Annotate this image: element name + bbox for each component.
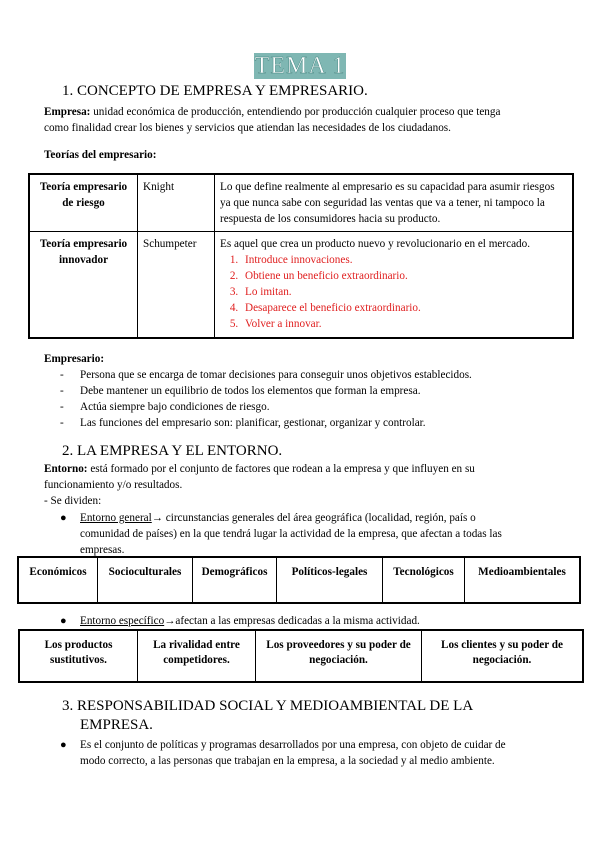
bullet-icon: ● (60, 615, 67, 627)
innovation-steps (220, 252, 567, 332)
list-item: 2. Obtiene un beneficio extraordinario. (241, 268, 567, 284)
entorno-general-text-1: → circunstancias generales del área geográfica (localidad, región, país o (151, 512, 476, 524)
list-item: 5. Volver a innovar. (241, 316, 567, 332)
empresa-definition (44, 104, 564, 136)
dividen-text: - Se dividen: (44, 495, 102, 507)
section-2-heading: 2. LA EMPRESA Y EL ENTORNO. (62, 443, 283, 459)
entorno-general-item (60, 510, 560, 558)
empresa-label: Empresa: (44, 106, 91, 118)
table-row (29, 232, 573, 338)
entorno-general-label: Entorno general (80, 512, 152, 524)
theory-description: Es aquel que crea un producto nuevo y revolucionario en el mercado. (220, 238, 531, 250)
empresa-text-1: unidad económica de producción, entendiendo por producción cualquier proceso que tenga (90, 106, 501, 118)
entorno-text-1: está formado por el conjunto de factores que rodean a la empresa y que influyen en su (87, 463, 475, 475)
tema-title: TEMA 1 (254, 53, 346, 79)
theory-description-cell (215, 232, 574, 338)
tema-title-box (254, 53, 346, 79)
empresario-list-wrap (60, 367, 560, 431)
section-3-heading-line-1: 3. RESPONSABILIDAD SOCIAL Y MEDIOAMBIENTAL DE LA (62, 698, 474, 714)
entorno-general-text-2: comunidad de países) en la que tendrá lugar la actividad de la empresa, que afectan a todas las (80, 528, 502, 540)
especifico-factor-cell: Los productos sustitutivos. (20, 631, 138, 681)
theory-description: Lo que define realmente al empresario es su capacidad para asumir riesgos ya que nunca sabe con seguridad las ventas que va a tener, ni tampoco la respuesta de los consumidores hacia su producto. (215, 174, 574, 232)
theory-name: Teoría empresario de riesgo (29, 174, 138, 232)
empresario-label: Empresario: (44, 353, 105, 365)
especifico-factor-cell: Los clientes y su poder de negociación. (441, 639, 563, 666)
general-factor-cell: Tecnológicos (383, 558, 465, 602)
especifico-factor-cell: La rivalidad entre competidores. (138, 631, 256, 681)
general-factor-cell: Políticos-legales (277, 558, 383, 602)
section-3-heading (62, 697, 473, 735)
entorno-label: Entorno: (44, 463, 88, 475)
general-factor-cell: Económicos (19, 558, 98, 602)
theory-name: Teoría empresario innovador (29, 232, 138, 338)
entorno-especifico-text: →afectan a las empresas dedicadas a la misma actividad. (164, 615, 420, 627)
responsabilidad-text-2: modo correcto, a las personas que trabajan en la empresa, a la sociedad y al medio ambiente. (80, 755, 495, 767)
entorno-definition (44, 461, 564, 509)
list-item: 3. Lo imitan. (241, 284, 567, 300)
theories-table (28, 173, 574, 339)
empresa-text-2: como finalidad crear los bienes y servicios que atiendan las necesidades de los ciudadanos. (44, 122, 451, 134)
general-factor-cell: Socioculturales (98, 558, 193, 602)
general-factors-table (17, 556, 581, 604)
general-factor-cell: Medioambientales (478, 566, 566, 578)
entorno-text-2: funcionamiento y/o resultados. (44, 479, 183, 491)
list-item: 1. Introduce innovaciones. (241, 252, 567, 268)
teorias-label: Teorías del empresario: (44, 149, 157, 161)
empresario-list (60, 367, 560, 431)
entorno-especifico-label: Entorno específico (80, 615, 165, 627)
entorno-general-text-3: empresas. (80, 544, 125, 556)
entorno-especifico-item (60, 613, 560, 629)
responsabilidad-item (60, 737, 560, 769)
list-item: - Persona que se encarga de tomar decisiones para conseguir unos objetivos establecidos. (60, 367, 560, 383)
section-1-heading: 1. CONCEPTO DE EMPRESA Y EMPRESARIO. (62, 83, 368, 99)
section-3-heading-line-2: EMPRESA. (80, 717, 153, 733)
especifico-factors-table (18, 629, 584, 683)
responsabilidad-text-1: Es el conjunto de políticas y programas desarrollados por una empresa, con objeto de cuidar de (80, 739, 506, 751)
table-row (29, 174, 573, 232)
theory-author: Knight (138, 174, 215, 232)
list-item: 4. Desaparece el beneficio extraordinario. (241, 300, 567, 316)
bullet-icon: ● (60, 739, 67, 751)
theory-author: Schumpeter (138, 232, 215, 338)
bullet-icon: ● (60, 512, 67, 524)
list-item: - Las funciones del empresario son: planificar, gestionar, organizar y controlar. (60, 415, 560, 431)
list-item: - Debe mantener un equilibrio de todos los elementos que forman la empresa. (60, 383, 560, 399)
general-factor-cell: Demográficos (193, 558, 277, 602)
list-item: - Actúa siempre bajo condiciones de riesgo. (60, 399, 560, 415)
especifico-factor-cell: Los proveedores y su poder de negociación. (256, 631, 422, 681)
